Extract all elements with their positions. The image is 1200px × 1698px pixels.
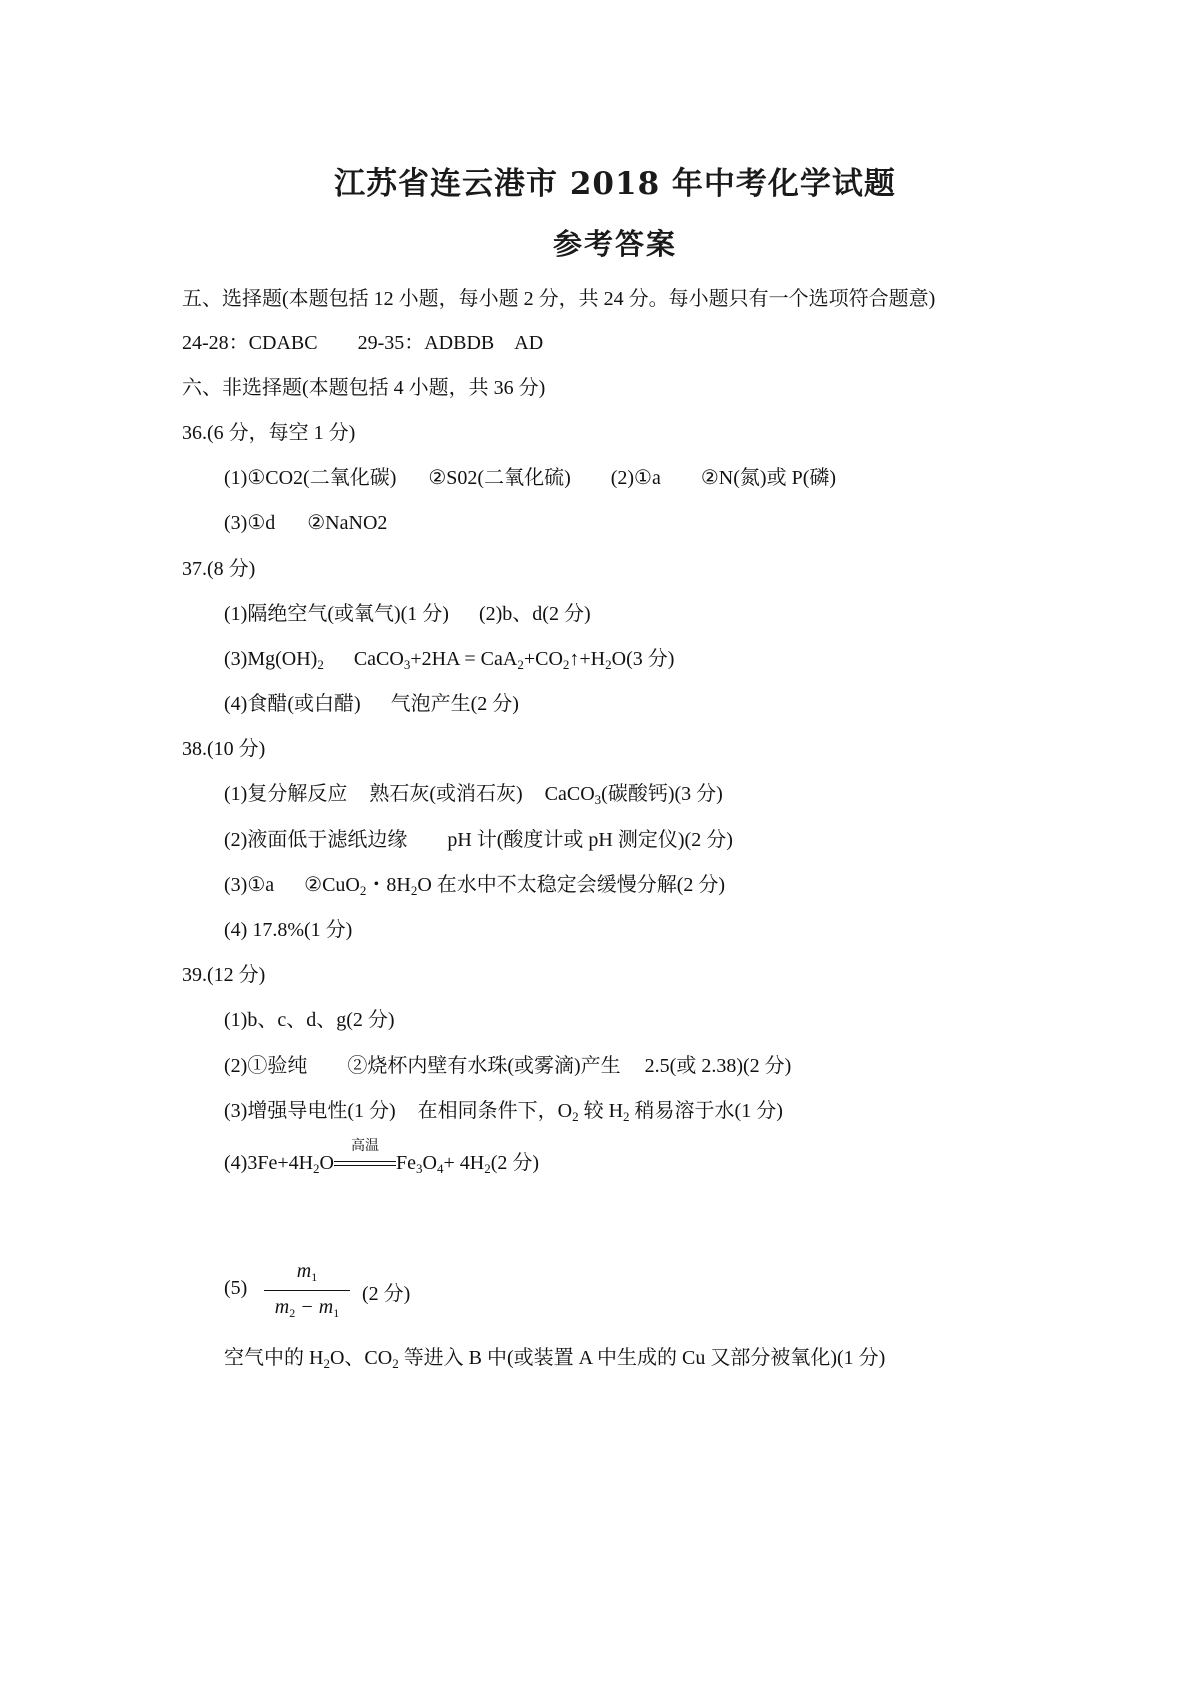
q36-line2 (224, 510, 387, 536)
answers-24-28: 24-28：CDABC (182, 332, 318, 354)
q37-answer-1: (1)隔绝空气(或氧气)(1 分) (224, 603, 449, 625)
q38-line3 (224, 872, 725, 898)
q38-heading: 38.(10 分) (182, 738, 266, 760)
fraction-numerator: $m_1$ (296, 1260, 318, 1284)
q38-answer-3a: (3)①a (224, 874, 275, 896)
q36-answer-1-1: (1)①CO2(二氧化碳) (224, 467, 397, 489)
page-title: 江苏省连云港市 2018 年中考化学试题 (334, 166, 896, 202)
reaction-condition: 高温 (351, 1139, 379, 1154)
q37-line3 (224, 691, 519, 717)
q37-equation: CaCO$_3$+2HA = $CaA_2+CO_2↑+H_2O(3$ 分) (353, 648, 675, 672)
q39-line4-equation: $(4)3Fe+4H_2O$ 高温 $Fe_3O_4+ 4H_2(2$ 分) (224, 1150, 539, 1176)
q39-answer-3b: 在相同条件下，$O_2$ 较 $H_2$ 稍易溶于水(1 分) (417, 1100, 783, 1124)
q39-answer-2c: 2.5(或 2.38)(2 分) (644, 1055, 792, 1077)
q39-answer-2b: ②烧杯内壁有水珠(或雾滴)产生 (347, 1055, 621, 1077)
q38-line1 (224, 781, 723, 807)
q37-answer-4a: (4)食醋(或白醋) (224, 693, 361, 715)
q38-answer-1b: 熟石灰(或消石灰) (369, 783, 523, 805)
q39-line2 (224, 1053, 791, 1079)
q39-part5-label: (5) (224, 1277, 248, 1299)
q39-answer-3a: (3)增强导电性(1 分) (224, 1100, 396, 1122)
q37-answer-4b: 气泡产生(2 分) (390, 693, 519, 715)
q39-part5-score: (2 分) (362, 1283, 411, 1305)
q38-answer-2a: (2)液面低于滤纸边缘 (224, 829, 408, 851)
q37-heading: 37.(8 分) (182, 558, 256, 580)
q39-answer-2a: (2)①验纯 (224, 1055, 308, 1077)
q37-line1 (224, 601, 591, 627)
q36-answer-2-2: ②N(氮)或 P(磷) (700, 467, 837, 489)
q36-line1 (224, 465, 836, 491)
high-temp-equals-sign (334, 1139, 396, 1176)
q38-answer-1c: CaCO$_3$(碳酸钙)(3 分) (544, 783, 723, 807)
section6-heading: 六、非选择题(本题包括 4 小题，共 36 分) (182, 377, 546, 399)
q36-answer-2-1: (2)①a (610, 467, 661, 489)
section5-answers (182, 330, 543, 356)
q39-line6: 空气中的 $H_2O$、$CO_2$ 等进入 B 中(或装置 A 中生成的 Cu 又部分被氧化)(1 分) (224, 1347, 886, 1371)
fraction-denominator: $m_2 - m_1$ (274, 1296, 340, 1320)
q36-answer-1-2: ②S02(二氧化硫) (428, 467, 571, 489)
q39-heading: 39.(12 分) (182, 964, 266, 986)
q36-answer-3-1: (3)①d (224, 512, 276, 534)
q39-line3 (224, 1098, 783, 1124)
q38-line4: (4) 17.8%(1 分) (224, 919, 353, 941)
q37-answer-2: (2)b、d(2 分) (478, 603, 591, 625)
q38-answer-2b: pH 计(酸度计或 pH 测定仪)(2 分) (447, 829, 733, 851)
page-subtitle: 参考答案 (552, 227, 677, 261)
q37-line2 (224, 646, 674, 672)
fraction-bar (264, 1290, 350, 1291)
q38-answer-1a: (1)复分解反应 (224, 783, 348, 805)
q36-heading: 36.(6 分，每空 1 分) (182, 422, 356, 444)
section5-heading: 五、选择题(本题包括 12 小题，每小题 2 分，共 24 分。每小题只有一个选项符合题意) (182, 288, 936, 310)
q39-line1: (1)b、c、d、g(2 分) (224, 1009, 395, 1031)
q38-answer-3b: ②CuO$_2$・$8H_2O$ 在水中不太稳定会缓慢分解(2 分) (304, 874, 726, 898)
q37-answer-3a: $(3)Mg(OH)_2$ (224, 648, 324, 672)
q38-line2 (224, 827, 733, 853)
answers-29-35: 29-35：ADBDB AD (357, 332, 544, 354)
q39-fraction (264, 1260, 350, 1322)
q36-answer-3-2: ②NaNO2 (307, 512, 388, 534)
